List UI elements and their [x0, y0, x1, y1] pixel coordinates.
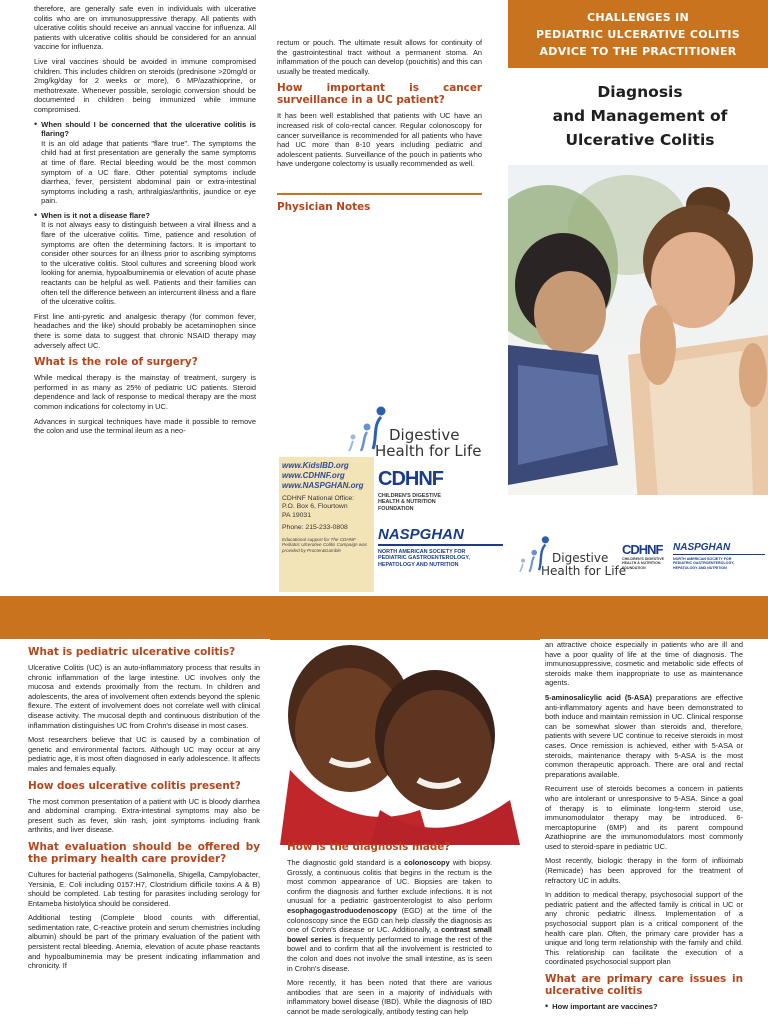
heading-evaluation: What evaluation should be offered by the primary health care provider?	[28, 840, 260, 865]
list-item: • When is it not a disease flare? It is not always easy to distinguish between a viral illness and a flare of the ulcerative colitis. Time, patience and resolution of symptoms are often the determining factors. It is important to consider other sources for an illness prior to ascribing symptoms to the ulcerative colitis. Stool cultures and screening blood work looking for anemia, hypoalbuminemia or elevation of acute phase reactants can be helpful as well. Patients and their families can often tell the difference between an intercurrent illness and a flare of the ulcerative colitis.	[34, 209, 256, 307]
paragraph: Ulcerative Colitis (UC) is an auto-inflammatory process that results in chronic inflammation of the large intestine. UC involves only the mucosa and extends proximally from the rectum. In children and adolescents, the area of involvement often extends beyond the splenic flexure. The extent of involvement does not correlate well with clinical disease activity. The mucosal depth and continuous distribution of the inflammation distinguishes UC from Crohn's disease in most cases.	[28, 663, 260, 730]
paragraph: First line anti-pyretic and analgesic therapy (for common fever, headaches and the like) should probably be acetaminophen since there is some data to suggest that chronic NSAID therapy may adversely affect UC.	[34, 311, 256, 350]
naspghan-sub: PEDIATRIC GASTROENTEROLOGY,	[673, 561, 735, 566]
support-note: Educational support for The CDHNF Pediatric Ulcerative Colitis Campaign was provided by Procter&Gamble	[282, 536, 368, 553]
paragraph: rectum or pouch. The ultimate result allows for continuity of the gastrointestinal tract without a permanent stoma. An inflammation of the pouch can develop (pouchitis) and this can usually be treated medically.	[277, 38, 482, 76]
cdhnf-sub: CHILDREN'S DIGESTIVE	[622, 557, 664, 561]
list-item: • When should I be concerned that the ulcerative colitis is flaring? It is an old adage that patients "flare true". The symptoms the child had at first presentation are generally the same symptoms at time of flare. Rectal bleeding would be the most common symptom of a UC flare. Other potential symptoms include diarrhea, fever, persistent abdominal pain or extra-intestinal symptoms including a rash, arthralgias/arthritis, jaundice or eye pain.	[34, 118, 256, 206]
naspghan-sub: NORTH AMERICAN SOCIETY FOR	[378, 549, 466, 555]
paragraph: Live viral vaccines should be avoided in immune compromised children. This includes children on steroids (prednisone >20mg/d or 2mg/kg/day for 2 weeks or more), 6 MP/azathioprine, or methotrexate. Whenever possible, serologic conversion should be documented in children being immunized while immune compromised.	[34, 56, 256, 114]
teens-photo-illustration	[508, 165, 768, 595]
url-link[interactable]: www.CDHNF.org	[282, 471, 345, 480]
boys-photo-illustration	[270, 620, 540, 845]
naspghan-logo-cover	[673, 542, 765, 582]
bottom-middle-column	[287, 841, 492, 1024]
paragraph: Additional testing (Complete blood counts with differential, sedimentation rate, C-reactive protein and serum chemistries including albumin) should be part of the primary evaluation of the patient with persistent rectal bleeding. Anemia, elevation of acute phase reactants and hypoalbuminemia may be present indicating inflammation and chronicity. If	[28, 913, 260, 971]
cdhnf-sub: FOUNDATION	[378, 505, 414, 512]
divider	[277, 193, 482, 195]
naspghan-wordmark: NASPGHAN	[673, 542, 731, 553]
answer: It is an old adage that patients "flare true". The symptoms the child had at first presentation are generally the same symptoms at time of flare. Rectal bleeding would be the most common symptom of a UC flare. Other potential symptoms include diarrhea, fever, persistent abdominal pain or extra-intestinal symptoms including a rash, arthralgias/arthritis, jaundice or eye pain.	[41, 138, 256, 206]
cdhnf-wordmark: CDHNF	[622, 542, 663, 557]
heading-primary-care: What are primary care issues in ulcerative colitis	[545, 973, 743, 997]
office-line: P.O. Box 6, Flourtown	[282, 503, 348, 511]
bottom-left-column	[28, 640, 260, 1024]
bottom-right-column	[545, 640, 743, 1024]
paragraph: 5-aminosalicylic acid (5-ASA) preparations are effective anti-inflammatory agents and have been demonstrated to both induce and maintain remission in UC. Clinical response can be somewhat slower than steroids and, therefore, patients with severe UC continue to receive steroids in most cases. Once remission is achieved, either with 5-ASA or steroids, maintenance therapy with 5-ASA is the most common therapeutic approach. There are oral and rectal preparations available.	[545, 692, 743, 779]
paragraph: Most recently, biologic therapy in the form of infliximab (Remicade) has been approved for the treatment of refractory UC in adults.	[545, 856, 743, 885]
heading-surgery: What is the role of surgery?	[34, 356, 198, 369]
cover-photo	[508, 165, 768, 595]
question: When is it not a disease flare?	[41, 210, 151, 220]
paragraph: More recently, it has been noted that there are various antibodies that are seen in a majority of individuals with inflammatory bowel disease (IBD). While the diagnosis of IBD cannot be made serologically, antibody testing can help	[287, 978, 492, 1016]
paragraph: therefore, are generally safe even in individuals with ulcerative colitis who are on immunosuppressive therapy. All patients with ulcerative colitis should receive an annual vaccine for influenza. All patients with ulcerative colitis should be considered for an annual vaccine for influenza.	[34, 4, 256, 52]
banner-line: PEDIATRIC ULCERATIVE COLITIS	[536, 28, 740, 41]
banner-line: CHALLENGES IN	[586, 11, 690, 24]
office-line: PA 19031	[282, 511, 311, 519]
naspghan-sub: NORTH AMERICAN SOCIETY FOR	[673, 557, 732, 561]
question: How important are vaccines?	[552, 1002, 658, 1011]
heading-presentation: How does ulcerative colitis present?	[28, 779, 241, 792]
phone: Phone: 215-233-0808	[282, 524, 348, 532]
paragraph: Recurrent use of steroids becomes a concern in patients who are intolerant or unresponsive to 5-ASA. Since a goal of therapy is to eliminate long-term steroid use, immunomodulator therapy may be introduced. 6-mercaptopurine (6MP) and its parent compound Azathioprine are the immunomodulators most commonly used to steroid-spare in pediatric UC.	[545, 784, 743, 851]
naspghan-logo	[378, 526, 503, 582]
top-middle-column	[277, 38, 482, 188]
cdhnf-sub: CHILDREN'S DIGESTIVE	[378, 493, 441, 499]
cdhnf-wordmark: CDHNF	[378, 468, 443, 490]
cdhnf-sub: FOUNDATION	[622, 565, 646, 570]
logo-line-2: Health for Life	[375, 442, 482, 460]
paragraph: Advances in surgical techniques have made it possible to remove the colon and use the terminal ileum as a neo-	[34, 416, 256, 436]
heading-cancer: How important is cancer surveillance in a UC patient?	[277, 82, 482, 107]
digestive-health-logo	[343, 405, 483, 465]
naspghan-sub: HEPATOLOGY AND NUTRITION	[673, 565, 727, 570]
paragraph: Most researchers believe that UC is caused by a combination of genetic and environmental factors. Although UC may occur at any pediatric age, it is most often diagnosed in early adolescence. It affects males and females equally.	[28, 735, 260, 773]
top-left-column	[34, 4, 256, 592]
notes-area[interactable]	[277, 222, 482, 397]
list-item: • How important are vaccines?	[545, 1001, 658, 1011]
digestive-health-logo-cover	[515, 535, 635, 585]
naspghan-sub: PEDIATRIC GASTROENTEROLOGY,	[378, 555, 470, 562]
contact-box	[279, 457, 374, 592]
question: When should I be concerned that the ulcerative colitis is flaring?	[41, 119, 256, 139]
cdhnf-logo	[378, 468, 488, 518]
page-title: Diagnosis and Management of Ulcerative Colitis	[552, 83, 728, 149]
cover-banner	[508, 0, 768, 68]
paragraph: an attractive choice especially in patients who are ill and have a poor quality of life at the time of diagnosis. The immunosuppressive, cosmetic and metabolic side effects of steroids make them inappropriate to use as maintenance agents.	[545, 640, 743, 688]
url-link[interactable]: www.NASPGHAN.org	[282, 481, 364, 490]
cdhnf-logo-cover	[622, 542, 672, 582]
paragraph: The diagnostic gold standard is a colonoscopy with biopsy. Grossly, a continuous colitis that begins in the rectum is the most common appearance of UC. Biopsies are taken to confirm the diagnosis and further exclude infections. It is not unusual for a pediatric gastroenterologist to also perform esophagogastroduodenoscopy (EGD) at the time of the colonoscopy since the EGD can help classify the diagnosis as one of Crohn's disease or UC. Additionally, a contrast small bowel series is frequently performed to image the rest of the bowel and to confirm that all the involvement is restricted to the colon and does not involve the small intestine, as is seen in Crohn's disease.	[287, 858, 492, 973]
naspghan-sub: HEPATOLOGY AND NUTRITION	[378, 561, 459, 568]
cdhnf-sub: HEALTH & NUTRITION	[622, 561, 661, 566]
naspghan-wordmark: NASPGHAN	[378, 526, 464, 543]
heading-physician-notes: Physician Notes	[277, 201, 371, 213]
heading-what-is-uc: What is pediatric ulcerative colitis?	[28, 646, 236, 658]
logo-line-1: Digestive	[389, 426, 460, 444]
office-label: CDHNF National Office:	[282, 495, 355, 502]
logo-line-2: Health for Life	[541, 564, 627, 578]
paragraph: Cultures for bacterial pathogens (Salmonella, Shigella, Campylobacter, Yersinia, E. Coli including 0157:H7, Clostridium difficile toxins A & B) should be completed. Lab testing for parasites including serology for Entameba histolytica should be considered.	[28, 869, 260, 908]
cdhnf-sub: HEALTH & NUTRITION	[378, 499, 436, 506]
paragraph: The most common presentation of a patient with UC is bloody diarrhea and abdominal cramping. Extra-intestinal symptoms may also be present such as fever, skin rash, joint symptoms including frank arthritis, and liver disease.	[28, 796, 260, 835]
url-link[interactable]: www.KidsIBD.org	[282, 461, 349, 470]
heading-diagnosis: How is the diagnosis made?	[287, 841, 451, 853]
logo-line-1: Digestive	[552, 551, 609, 565]
kids-photo	[270, 620, 540, 845]
paragraph: While medical therapy is the mainstay of treatment, surgery is performed in as many as 25% of pediatric UC patients. Steroid dependence and lack of response to medical therapy are the most common indications for colectomy in UC.	[34, 373, 256, 411]
paragraph: In addition to medical therapy, psychosocial support of the pediatric patient and the affected family is critical in UC or any chronic pediatric illness. Implementation of a psychosocial support plan is a critical component of the health care plan. Often, the primary care provider has a unique and long term relationship with the family and child. This relationship can facilitate the execution of a coordinated psychosocial support plan	[545, 890, 743, 967]
answer: It is not always easy to distinguish between a viral illness and a flare of the ulcerative colitis. Time, patience and resolution of symptoms are often the determining factors. It is important to consider other sources for an illness prior to ascribing symptoms to the ulcerative colitis. Stool cultures and screening blood work looking for anemia, hypoalbuminemia or elevation of acute phase reactants can be helpful as well. Patients and their families can often tell the difference between an intercurrent illness and a flare of the ulcerative colitis.	[41, 220, 256, 307]
paragraph: It has been well established that patients with UC have an increased risk of colo-rectal cancer. Regular colonoscopy for cancer surveillance is recommended for all patients who have had UC more than 8-10 years including pediatric and adolescent patients. Surveillance of the pouch in patients who have undergone colectomy is usually recommended as well.	[277, 111, 482, 169]
banner-line: ADVICE TO THE PRACTITIONER	[539, 45, 737, 58]
